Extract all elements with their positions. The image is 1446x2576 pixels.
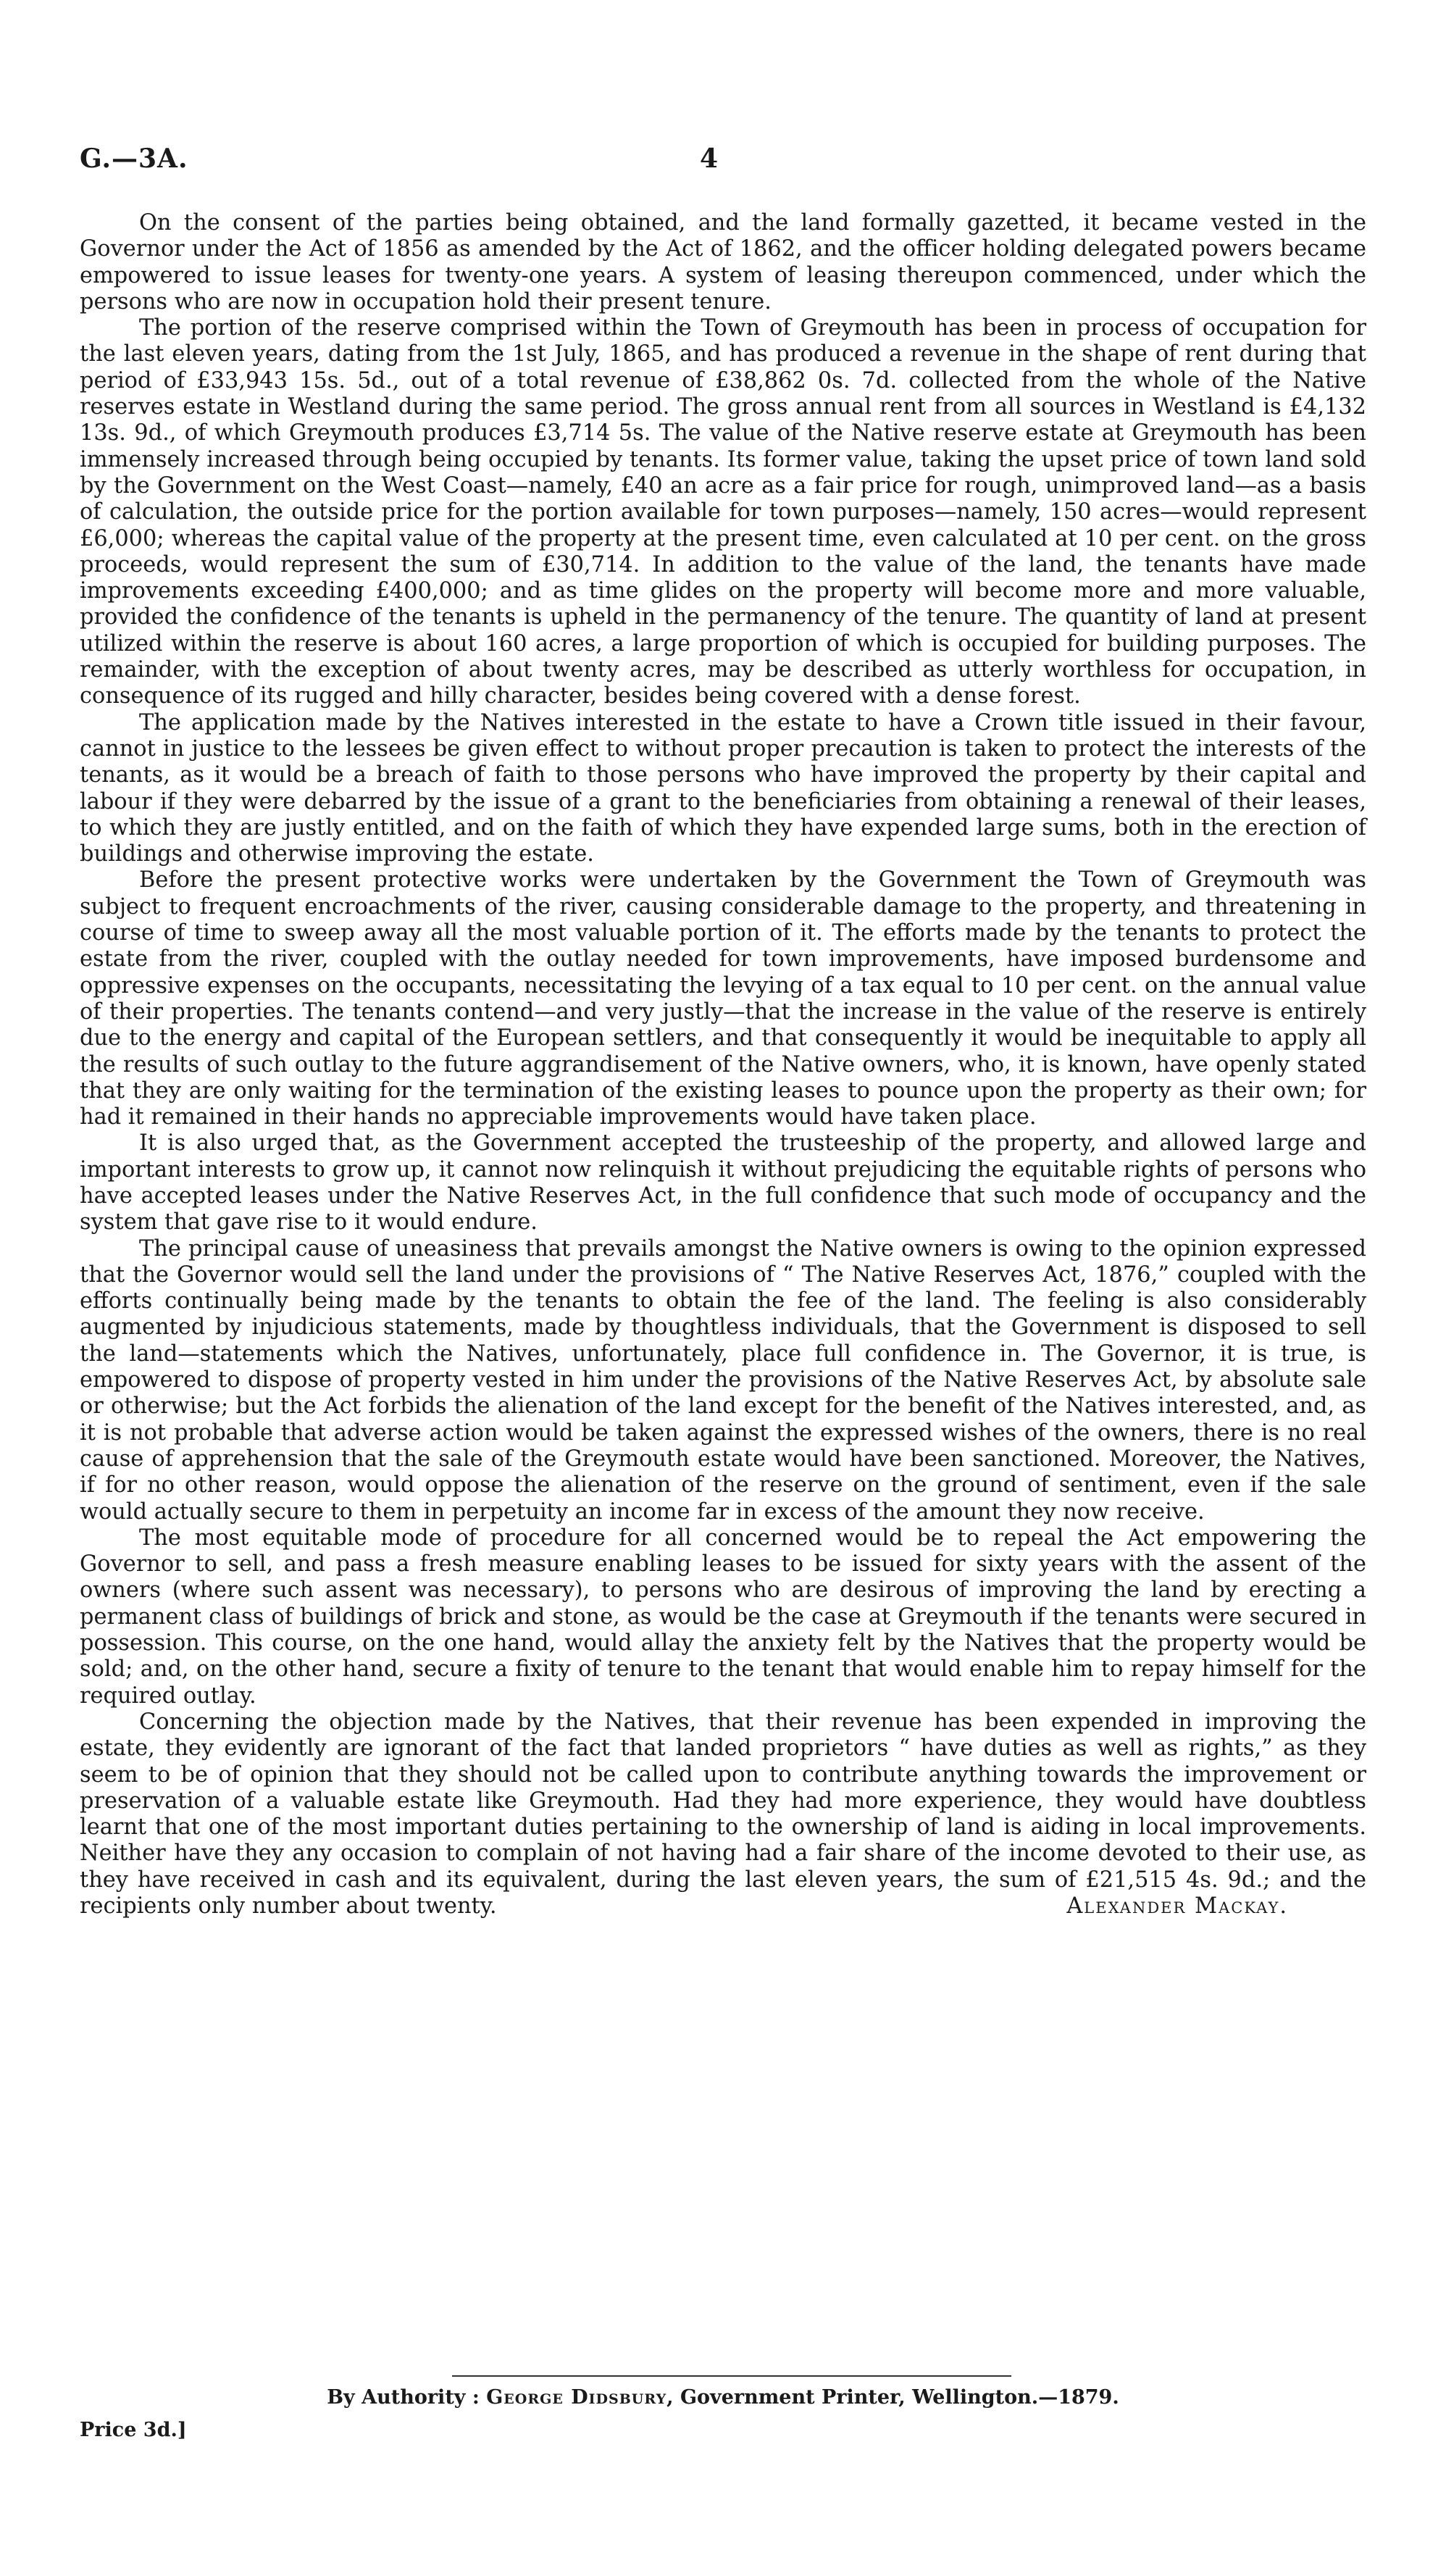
printer-imprint bbox=[0, 2386, 1446, 2409]
paragraph: It is also urged that, as the Government accepted the trusteeship of the property, and allowed large and important interests to grow up, it cannot now relinquish it without prejudicing the equitable rights of persons who have accepted leases under the Native Reserves Act, in the full confidence that such mode of occupancy and the system that gave rise to it would endure. bbox=[80, 1130, 1366, 1235]
page-number: 4 bbox=[700, 143, 719, 174]
paragraph: The portion of the reserve comprised within the Town of Greymouth has been in process of occupation for the last eleven years, dating from the 1st July, 1865, and has produced a revenue in the shape of rent during that period of £33,943 15s. 5d., out of a total revenue of £38,862 0s. 7d. collected from the whole of the Native reserves estate in Westland during the same period. The gross annual rent from all sources in Westland is £4,132 13s. 9d., of which Greymouth produces £3,714 5s. The value of the Native reserve estate at Greymouth has been immensely increased through being occupied by tenants. Its former value, taking the upset price of town land sold by the Government on the West Coast—namely, £40 an acre as a fair price for rough, unimproved land—as a basis of calculation, the outside price for the portion available for town purposes—namely, 150 acres—would represent £6,000; whereas the capital value of the property at the present time, even calculated at 10 per cent. on the gross proceeds, would represent the sum of £30,714. In addition to the value of the land, the tenants have made improvements exceeding £400,000; and as time glides on the property will become more and more valuable, provided the confidence of the tenants is upheld in the permanency of the tenure. The quantity of land at present utilized within the reserve is about 160 acres, a large proportion of which is occupied for building purposes. The remainder, with the exception of about twenty acres, may be described as utterly worthless for occupation, in consequence of its rugged and hilly character, besides being covered with a dense forest. bbox=[80, 315, 1366, 709]
document-reference: G.—3A. bbox=[80, 143, 188, 174]
body-text bbox=[80, 210, 1366, 1920]
paragraph: On the consent of the parties being obtained, and the land formally gazetted, it became vested in the Governor under the Act of 1856 as amended by the Act of 1862, and the officer holding delegated powers became empowered to issue leases for twenty-one years. A system of leasing thereupon commenced, under which the persons who are now in occupation hold their present tenure. bbox=[80, 210, 1366, 314]
page-header bbox=[80, 143, 1366, 180]
printer-name: George Didsbury bbox=[486, 2386, 667, 2409]
paragraph: The application made by the Natives interested in the estate to have a Crown title issued in their favour, cannot in justice to the lessees be given effect to without proper precaution is taken to protect the interests of the tenants, as it would be a breach of faith to those persons who have improved the property by their capital and labour if they were debarred by the issue of a grant to the beneficiaries from obtaining a renewal of their leases, to which they are justly entitled, and on the faith of which they have expended large sums, both in the erection of buildings and otherwise improving the estate. bbox=[80, 709, 1366, 867]
imprint-suffix: , Government Printer, Wellington.—1879. bbox=[666, 2386, 1119, 2409]
price-note: Price 3d.] bbox=[80, 2419, 187, 2441]
paragraph: The principal cause of uneasiness that prevails amongst the Native owners is owing to the opinion expressed that the Governor would sell the land under the provisions of “ The Native Reserves Act, 1876,” coupled with the efforts continually being made by the tenants to obtain the fee of the land. The feeling is also considerably augmented by injudicious statements, made by thoughtless individuals, that the Government is disposed to sell the land—statements which the Natives, unfortunately, place full confidence in. The Governor, it is true, is empowered to dispose of property vested in him under the provisions of the Native Reserves Act, by absolute sale or otherwise; but the Act forbids the alienation of the land except for the benefit of the Natives interested, and, as it is not probable that adverse action would be taken against the expressed wishes of the owners, there is no real cause of apprehension that the sale of the Greymouth estate would have been sanctioned. Moreover, the Natives, if for no other reason, would oppose the alienation of the reserve on the ground of sentiment, even if the sale would actually secure to them in perpetuity an income far in excess of the amount they now receive. bbox=[80, 1235, 1366, 1525]
paragraph: The most equitable mode of procedure for all concerned would be to repeal the Act empowering the Governor to sell, and pass a fresh measure enabling leases to be issued for sixty years with the assent of the owners (where such assent was necessary), to persons who are desirous of improving the land by erecting a permanent class of buildings of brick and stone, as would be the case at Greymouth if the tenants were secured in possession. This course, on the one hand, would allay the anxiety felt by the Natives that the property would be sold; and, on the other hand, secure a fixity of tenure to the tenant that would enable him to repay himself for the required outlay. bbox=[80, 1525, 1366, 1709]
signature: Alexander Mackay. bbox=[1066, 1893, 1288, 1920]
footer-rule bbox=[452, 2375, 1011, 2377]
paragraph: Concerning the objection made by the Natives, that their revenue has been expended in improving the estate, they evidently are ignorant of the fact that landed proprietors “ have duties as well as rights,” as they seem to be of opinion that they should not be called upon to contribute anything towards the improvement or preservation of a valuable estate like Greymouth. Had they had more experience, they would have doubtless learnt that one of the most important duties pertaining to the ownership of land is aiding in local improvements. Neither have they any occasion to complain of not having had a fair share of the income devoted to their use, as they have received in cash and its equivalent, during the last eleven years, the sum of £21,515 4s. 9d.; and the recipients only number about twenty. bbox=[80, 1709, 1366, 1919]
paragraph: Before the present protective works were undertaken by the Government the Town of Greymouth was subject to frequent encroachments of the river, causing considerable damage to the property, and threatening in course of time to sweep away all the most valuable portion of it. The efforts made by the tenants to protect the estate from the river, coupled with the outlay needed for town improvements, have imposed burdensome and oppressive expenses on the occupants, necessitating the levying of a tax equal to 10 per cent. on the annual value of their properties. The tenants contend—and very justly—that the increase in the value of the reserve is entirely due to the energy and capital of the European settlers, and that consequently it would be inequitable to apply all the results of such outlay to the future aggrandisement of the Native owners, who, it is known, have openly stated that they are only waiting for the termination of the existing leases to pounce upon the property as their own; for had it remained in their hands no appreciable improvements would have taken place. bbox=[80, 867, 1366, 1130]
imprint-prefix: By Authority : bbox=[327, 2386, 487, 2409]
